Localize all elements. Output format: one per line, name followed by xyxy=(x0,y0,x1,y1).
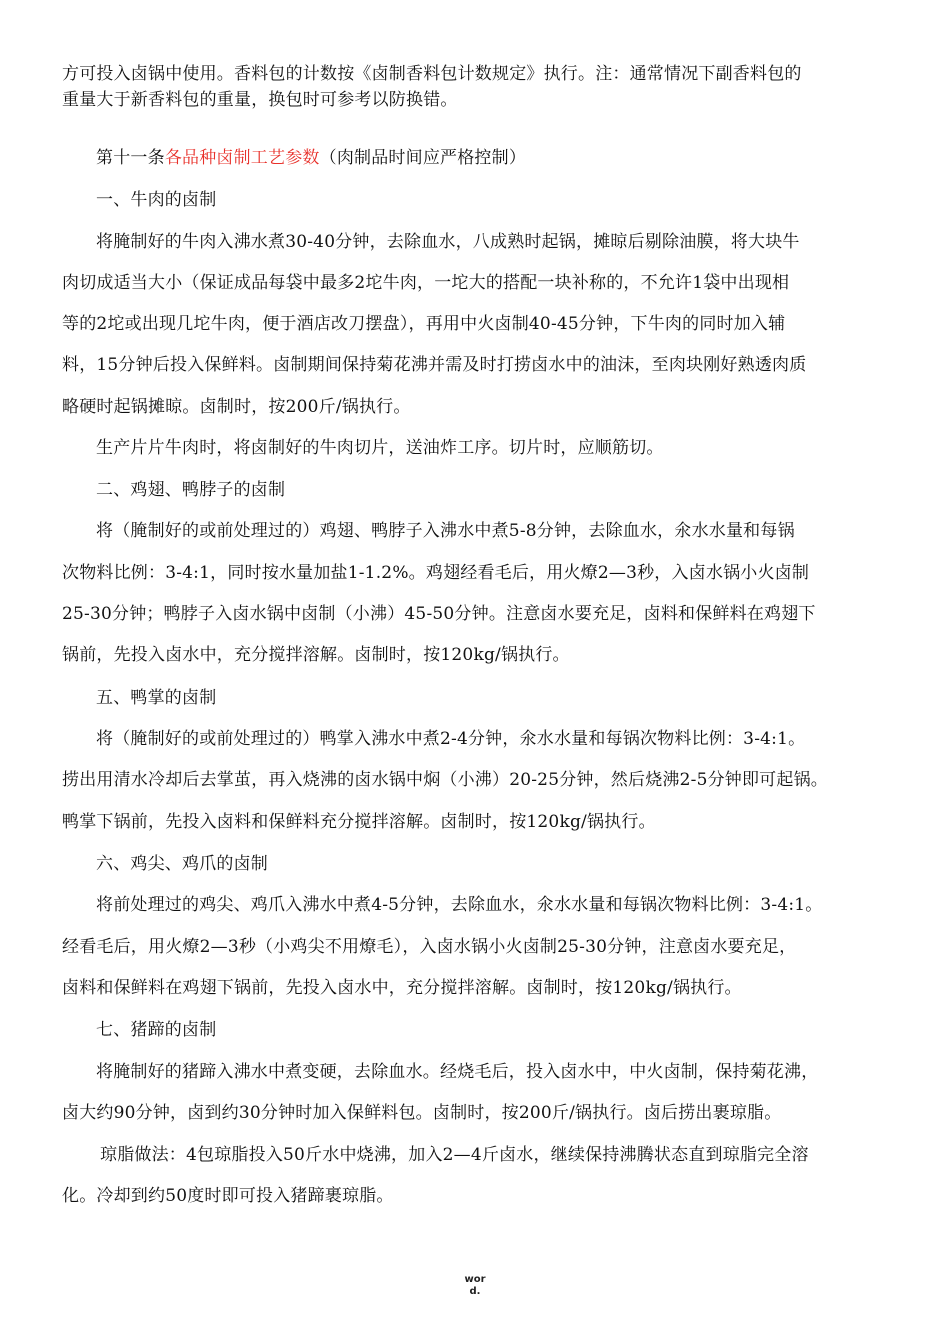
footer-text-line-1: wor xyxy=(464,1274,486,1285)
section-heading-chicken: 六、鸡尖、鸡爪的卤制 xyxy=(96,854,268,874)
article-prefix: 第十一条 xyxy=(96,148,165,168)
article-title-red: 各品种卤制工艺参数 xyxy=(164,148,320,168)
beef-line-4: 料，15分钟后投入保鲜料。卤制期间保持菊花沸并需及时打捞卤水中的油沫，至肉块刚好熟透肉质 xyxy=(62,355,807,375)
chicken-line-3: 卤料和保鲜料在鸡翅下锅前，先投入卤水中，充分搅拌溶解。卤制时，按120kg/锅执行。 xyxy=(62,978,742,998)
wing-line-4: 锅前，先投入卤水中，充分搅拌溶解。卤制时，按120kg/锅执行。 xyxy=(62,645,570,665)
agar-line-1: 琼脂做法：4包琼脂投入50斤水中烧沸，加入2—4斤卤水，继续保持沸腾状态直到琼脂完全溶 xyxy=(100,1145,809,1165)
beef-line-1: 将腌制好的牛肉入沸水煮30-40分钟，去除血水，八成熟时起锅，摊晾后剔除油膜，将大块牛 xyxy=(96,232,800,252)
section-heading-duckfeet: 五、鸭掌的卤制 xyxy=(96,688,217,708)
wing-line-1: 将（腌制好的或前处理过的）鸡翅、鸭脖子入沸水中煮5-8分钟，去除血水，氽水水量和每锅 xyxy=(96,521,795,541)
article-suffix: （肉制品时间应严格控制） xyxy=(319,148,527,168)
section-heading-trotter: 七、猪蹄的卤制 xyxy=(96,1020,217,1040)
trotter-line-2: 卤大约90分钟，卤到约30分钟时加入保鲜料包。卤制时，按200斤/锅执行。卤后捞出裹琼脂。 xyxy=(62,1103,782,1123)
beef-slice-paragraph: 生产片片牛肉时，将卤制好的牛肉切片，送油炸工序。切片时，应顺筋切。 xyxy=(96,438,664,458)
beef-line-5: 略硬时起锅摊晾。卤制时，按200斤/锅执行。 xyxy=(62,397,411,417)
beef-line-2: 肉切成适当大小（保证成品每袋中最多2坨牛肉，一坨大的搭配一块补称的，不允许1袋中出现相 xyxy=(62,273,790,293)
chicken-line-2: 经看毛后，用火燎2—3秒（小鸡尖不用燎毛），入卤水锅小火卤制25-30分钟，注意卤水要充足， xyxy=(62,937,797,957)
chicken-line-1: 将前处理过的鸡尖、鸡爪入沸水中煮4-5分钟，去除血水，氽水水量和每锅次物料比例：3-4:1。 xyxy=(96,895,823,915)
beef-line-3: 等的2坨或出现几坨牛肉，便于酒店改刀摆盘），再用中火卤制40-45分钟，下牛肉的同时加入辅 xyxy=(62,314,786,334)
duckfeet-line-2: 捞出用清水冷却后去掌茧，再入烧沸的卤水锅中焖（小沸）20-25分钟，然后烧沸2-5分钟即可起锅。 xyxy=(62,770,828,790)
footer-text-line-2: d. xyxy=(469,1286,481,1297)
intro-line-1: 方可投入卤锅中使用。香料包的计数按《卤制香料包计数规定》执行。注：通常情况下副香料包的 xyxy=(62,64,802,84)
trotter-line-1: 将腌制好的猪蹄入沸水中煮变硬，去除血水。经烧毛后，投入卤水中，中火卤制，保持菊花沸， xyxy=(96,1062,819,1082)
intro-line-2: 重量大于新香料包的重量，换包时可参考以防换错。 xyxy=(62,90,458,110)
duckfeet-line-1: 将（腌制好的或前处理过的）鸭掌入沸水中煮2-4分钟，氽水水量和每锅次物料比例：3-4:1。 xyxy=(96,729,806,749)
wing-line-2: 次物料比例：3-4:1，同时按水量加盐1-1.2%。鸡翅经看毛后，用火燎2—3秒，入卤水锅小火卤制 xyxy=(62,563,810,583)
article-heading xyxy=(96,146,526,170)
wing-line-3: 25-30分钟；鸭脖子入卤水锅中卤制（小沸）45-50分钟。注意卤水要充足，卤料和保鲜料在鸡翅下 xyxy=(62,604,816,624)
section-heading-wing: 二、鸡翅、鸭脖子的卤制 xyxy=(96,480,286,500)
agar-line-2: 化。冷却到约50度时即可投入猪蹄裹琼脂。 xyxy=(62,1186,394,1206)
section-heading-beef: 一、牛肉的卤制 xyxy=(96,190,217,210)
duckfeet-line-3: 鸭掌下锅前，先投入卤料和保鲜料充分搅拌溶解。卤制时，按120kg/锅执行。 xyxy=(62,812,656,832)
